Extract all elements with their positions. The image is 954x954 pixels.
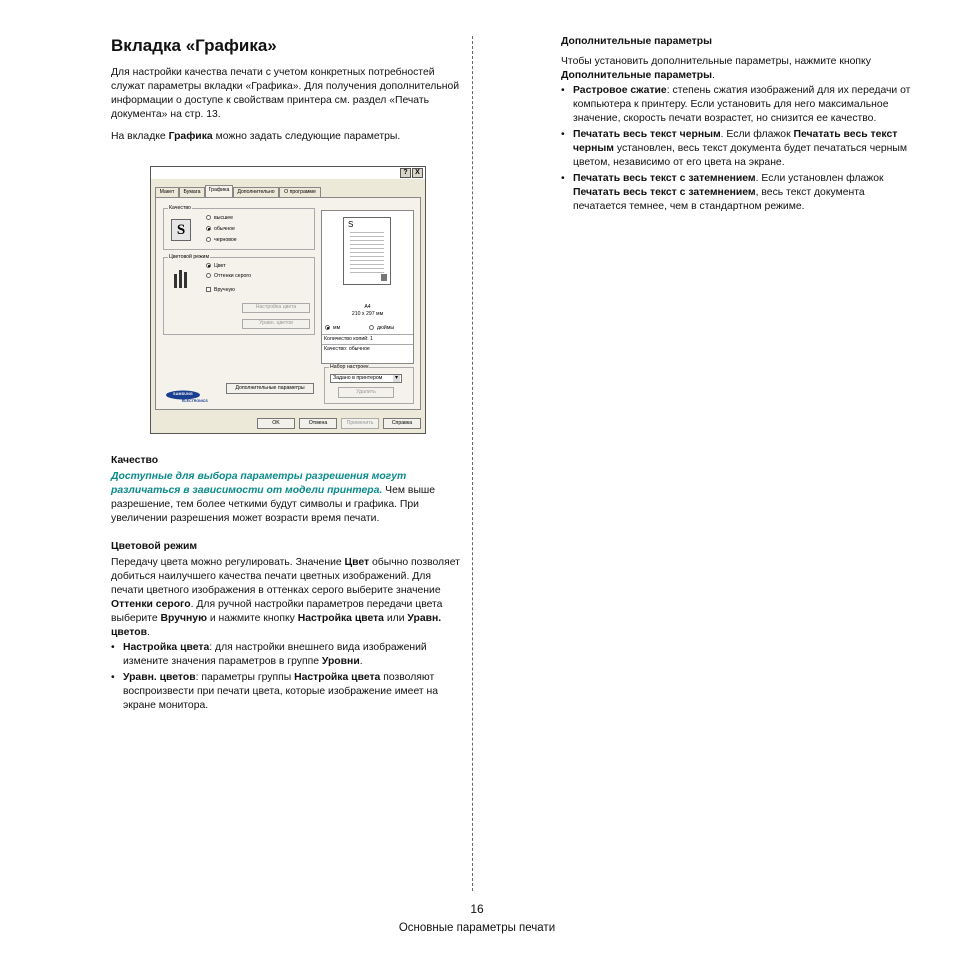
option-label: обычное — [214, 226, 235, 232]
bold-run: Печатать весь текст с затемнением — [573, 187, 756, 198]
quality-info: Качество: обычное — [322, 344, 413, 354]
color-paragraph — [111, 556, 463, 640]
text-run: , весь текст документа печатается темнее, чем в стандартном режиме. — [573, 187, 865, 212]
option-label: мм — [333, 325, 341, 331]
delete-button[interactable]: Удалить — [338, 387, 394, 398]
list-item — [111, 641, 463, 669]
color-mode-group — [163, 254, 315, 335]
color-setup-button[interactable]: Настройка цвета — [242, 303, 310, 313]
text-run: : степень сжатия изображений для их передачи от компьютера к принтеру. Если установить для него максимальное значение, скорость печати возрастет, но снизится ее качество. — [573, 85, 911, 124]
color-mode-group-title: Цветовой режим — [169, 254, 210, 260]
quality-s-icon: S — [171, 219, 191, 241]
bold-run: Настройка цвета — [294, 672, 381, 683]
color-option-color[interactable] — [206, 263, 226, 269]
tab-about[interactable]: О программе — [279, 187, 321, 197]
color-bullets — [111, 641, 463, 713]
paper-name: A4 — [364, 304, 371, 310]
bold-run: Уравн. цветов — [111, 613, 442, 638]
radio-selected-icon — [206, 263, 211, 268]
bold-run: Растровое сжатие — [573, 85, 667, 96]
right-column — [561, 36, 911, 216]
checkbox-icon — [206, 287, 211, 292]
quality-group — [163, 205, 315, 250]
text-run: На вкладке — [111, 131, 169, 142]
copies-info: Количество копий: 1 — [322, 334, 413, 344]
column-divider — [472, 36, 473, 891]
advanced-heading: Дополнительные параметры — [561, 36, 712, 47]
bold-run: Настройка цвета — [123, 642, 210, 653]
text-run: . Если установлен флажок — [755, 173, 884, 184]
advanced-options-button[interactable]: Дополнительные параметры — [226, 383, 314, 394]
bold-run: Печатать весь текст черным — [573, 129, 721, 140]
color-heading: Цветовой режим — [111, 541, 198, 552]
bold-run: Настройка цвета — [297, 613, 384, 624]
list-item — [561, 128, 911, 170]
bold-run: Цвет — [344, 557, 370, 568]
text-run: : для настройки внешнего вида изображений измените значения параметров в группе — [123, 642, 427, 667]
option-label: высшее — [214, 215, 234, 221]
advanced-bullets — [561, 84, 911, 214]
text-run: обычно позволяет добиться наилучшего качества печати цветных изображений. Для печати цветного изображения в оттенках серого выберите значение — [111, 557, 460, 596]
logo-bottom-text: ELECTRONICS — [182, 399, 208, 403]
favorites-select[interactable]: Задано в принтером ▾ — [330, 374, 402, 383]
color-option-grayscale[interactable] — [206, 273, 251, 279]
quality-section — [111, 455, 463, 534]
text-run: : параметры группы — [195, 672, 295, 683]
radio-selected-icon — [325, 325, 330, 330]
bold-run: Уровни — [321, 656, 360, 667]
teal-note: Доступные для выбора параметры разрешения могут различаться в зависимости от модели принтера. — [111, 471, 407, 496]
text-run: Передачу цвета можно регулировать. Значение — [111, 557, 345, 568]
left-column — [111, 36, 463, 152]
bold-run: Печатать весь текст с затемнением — [573, 173, 756, 184]
bold-run: Печатать весь текст черным — [573, 129, 898, 154]
quality-group-title: Качество — [169, 205, 191, 211]
page-preview — [321, 210, 414, 364]
cancel-button[interactable]: Отмена — [299, 418, 337, 429]
tab-paper[interactable]: Бумага — [179, 187, 205, 197]
radio-icon — [206, 237, 211, 242]
color-match-button[interactable]: Уравн. цветов — [242, 319, 310, 329]
list-item — [111, 671, 463, 713]
list-item — [561, 84, 911, 126]
help-icon[interactable]: ? — [400, 168, 411, 178]
manual-checkbox[interactable] — [206, 287, 235, 293]
text-run: и нажмите кнопку — [206, 613, 298, 624]
favorites-group — [324, 364, 414, 404]
color-bars-icon — [172, 268, 192, 290]
quality-option-normal[interactable] — [206, 226, 235, 232]
tab-layout[interactable]: Макет — [155, 187, 179, 197]
tab-advanced[interactable]: Дополнительно — [233, 187, 279, 197]
color-section — [111, 541, 463, 715]
intro-paragraph: Для настройки качества печати с учетом конкретных потребностей служат параметры вкладки «Графика». Для получения дополнительной информации о доступе к свойствам принтера см. раздел «Печать документа» на стр. 13. — [111, 67, 460, 120]
dialog-titlebar — [151, 167, 425, 179]
quality-heading: Качество — [111, 455, 159, 466]
printer-properties-dialog — [150, 166, 426, 434]
radio-icon — [206, 215, 211, 220]
unit-inch-radio[interactable] — [369, 325, 394, 331]
quality-option-best[interactable] — [206, 215, 233, 221]
option-label: Вручную — [214, 287, 235, 293]
text-run: . Если флажок — [720, 129, 794, 140]
bold-run: Дополнительные параметры — [561, 70, 712, 81]
logo-top-text: SAMSUNG — [173, 392, 193, 396]
bold-run: Графика — [168, 131, 213, 142]
option-label: Оттенки серого — [214, 273, 251, 279]
favorites-group-title: Набор настроек — [330, 364, 369, 370]
option-label: черновое — [214, 237, 237, 243]
paper-size: 210 x 297 мм — [351, 311, 384, 317]
text-run: . Для ручной настройки параметров передачи цвета выберите — [111, 599, 443, 624]
preview-thumb-icon — [381, 274, 387, 281]
text-run: . — [146, 627, 150, 638]
text-run: установлен, весь текст документа будет печататься черным цветом, независимо от его цвета на экране. — [573, 143, 908, 168]
page-title: Вкладка «Графика» — [111, 36, 277, 55]
quality-option-draft[interactable] — [206, 237, 237, 243]
option-label: Цвет — [214, 263, 226, 269]
text-run: или — [383, 613, 408, 624]
footer-section-title: Основные параметры печати — [398, 922, 556, 934]
text-run: позволяют воспроизвести при печати цвета, которые изображение имеет на экране монитора. — [123, 672, 439, 711]
text-run: . — [712, 70, 715, 81]
unit-mm-radio[interactable] — [325, 325, 340, 331]
list-item — [561, 172, 911, 214]
help-button[interactable]: Справка — [383, 418, 421, 429]
samsung-logo — [166, 390, 206, 404]
advanced-intro — [561, 55, 911, 83]
preview-page — [343, 217, 391, 285]
bold-run: Оттенки серого — [111, 599, 191, 610]
text-run: Чтобы установить дополнительные параметры, нажмите кнопку — [561, 56, 871, 67]
graphics-panel — [155, 197, 421, 410]
quality-paragraph — [111, 470, 463, 526]
text-run: можно задать следующие параметры. — [212, 131, 401, 142]
apply-button[interactable]: Применить — [341, 418, 379, 429]
tab-graphics[interactable]: Графика — [205, 185, 233, 197]
tab-params-paragraph — [111, 130, 463, 144]
ok-button[interactable]: OK — [257, 418, 295, 429]
bold-run: Уравн. цветов — [123, 672, 196, 683]
radio-icon — [206, 273, 211, 278]
close-icon[interactable]: X — [412, 168, 423, 178]
page-number: 16 — [470, 902, 484, 916]
radio-selected-icon — [206, 226, 211, 231]
text-run: . — [359, 656, 363, 667]
option-label: дюймы — [377, 325, 395, 331]
text-run: Чем выше разрешение, тем более четкими будут символы и графика. При увеличении разрешения может возрасти время печати. — [111, 485, 436, 524]
radio-icon — [369, 325, 374, 330]
preview-letter: S — [348, 220, 354, 229]
bold-run: Вручную — [160, 613, 207, 624]
